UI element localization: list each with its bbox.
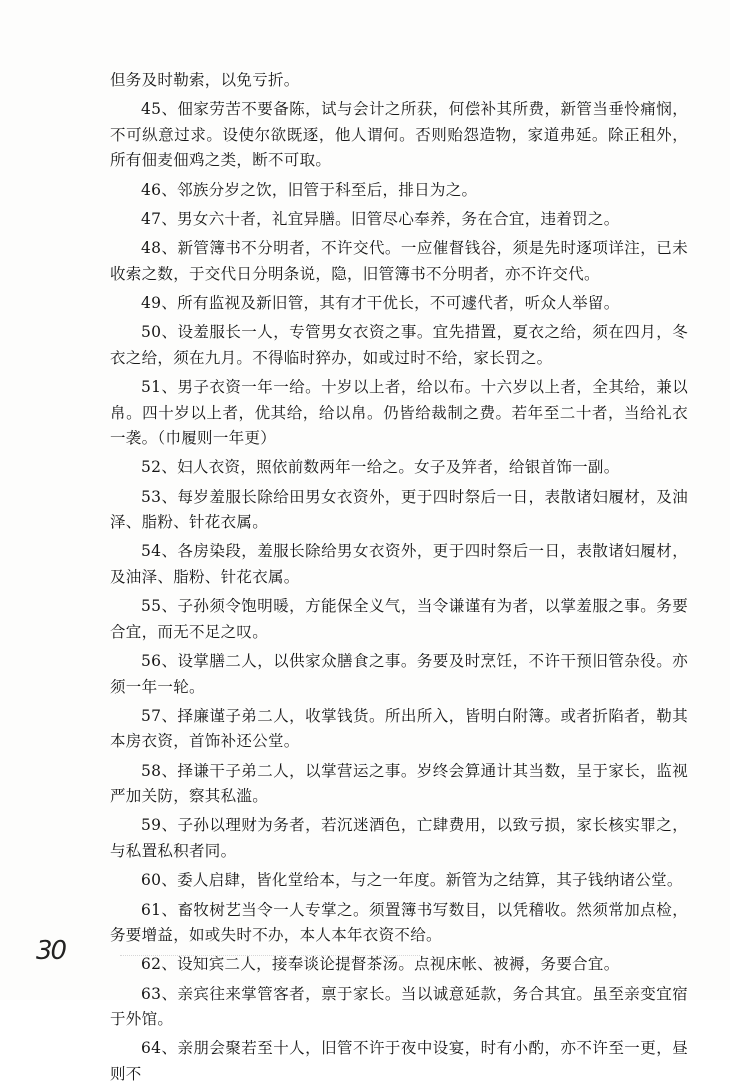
paragraph: 46、邻族分岁之饮，旧管于科至后，排日为之。 [141,180,478,199]
paragraph: 58、择谦干子弟二人，以掌营运之事。岁终会算通计其当数，呈于家长，监视严加关防，察其私滥。 [110,761,688,806]
paragraph: 59、子孙以理财为务者，若沉迷酒色，亡肆费用，以致亏损，家长核实罪之，与私置私积者同。 [110,816,688,860]
page-number: 30 [36,936,66,966]
paragraph: 49、所有监视及新旧管，其有才干优长，不可遽代者，听众人举留。 [141,293,620,312]
paragraph: 50、设羞服长一人，专管男女衣资之事。宜先措置，夏衣之给，须在四月，冬衣之给，须在九月。不得临时猝办，如或过时不给，家长罚之。 [110,323,688,367]
paragraph: 47、男女六十者，礼宜异膳。旧管尽心奉养，务在合宜，违着罚之。 [141,209,620,228]
paragraph: 55、子孙须令饱明暖，方能保全义气，当令谦谨有为者，以掌羞服之事。务要合宜，而无不足之叹。 [110,597,688,641]
paragraph: 52、妇人衣资，照依前数两年一给之。女子及笄者，给银首饰一副。 [141,458,620,477]
paragraph: 53、每岁羞服长除给田男女衣资外，更于四时祭后一日，表散诸妇履材，及油泽、脂粉、针花衣属。 [110,487,688,532]
paragraph: 56、设掌膳二人，以供家众膳食之事。务要及时烹饪，不许干预旧管杂役。亦须一年一轮。 [110,652,688,696]
paragraph: 51、男子衣资一年一给。十岁以上者，给以布。十六岁以上者，全其给，兼以帛。四十岁以上者，优其给，给以帛。仍皆给裁制之费。若年至二十者，当给礼衣一袭。（巾履则一年更） [110,378,688,448]
paragraph: 48、新管簿书不分明者，不许交代。一应催督钱谷，须是先时逐项详注，已未收索之数，于交代日分明条说，隐，旧管簿书不分明者，亦不许交代。 [110,239,688,283]
paragraph: 但务及时勒索，以免亏折。 [110,71,300,89]
paragraph: 64、亲朋会聚若至十人，旧管不许于夜中设宴，时有小酌，亦不许至一更，昼则不 [110,1039,688,1083]
paragraph: 54、各房染段，羞服长除给男女衣资外，更于四时祭后一日，表散诸妇履材，及油泽、脂粉、针花衣属。 [110,542,688,586]
paragraph: 63、亲宾往来掌管客者，禀于家长。当以诚意延款，务合其宜。虽至亲变宜宿于外馆。 [110,984,688,1029]
paragraph: 45、佃家劳苦不要备陈，试与会计之所获，何偿补其所费，新管当垂怜痛悯，不可纵意过求。设使尔欲既逐，他人谓何。否则贻怨造物，家道弗延。除正租外，所有佃麦佃鸡之类，断不可取。 [110,100,688,170]
scan-artifact-divider [120,955,420,962]
paragraph: 57、择廉谨子弟二人，收掌钱货。所出所入，皆明白附簿。或者折陷者，勒其本房衣资，首饰补还公堂。 [110,706,688,751]
paragraph: 62、设知宾二人，接奉谈论提督茶汤。点视床帐、被褥，务要合宜。 [141,955,620,974]
paragraph: 61、畜牧树艺当令一人专掌之。须置簿书写数目，以凭稽收。然须常加点检，务要增益，如或失时不办，本人本年衣资不给。 [110,900,688,945]
paragraph: 60、委人启肆，皆化堂给本，与之一年度。新管为之结算，其子钱纳诸公堂。 [141,871,683,890]
text-body [110,68,688,1091]
